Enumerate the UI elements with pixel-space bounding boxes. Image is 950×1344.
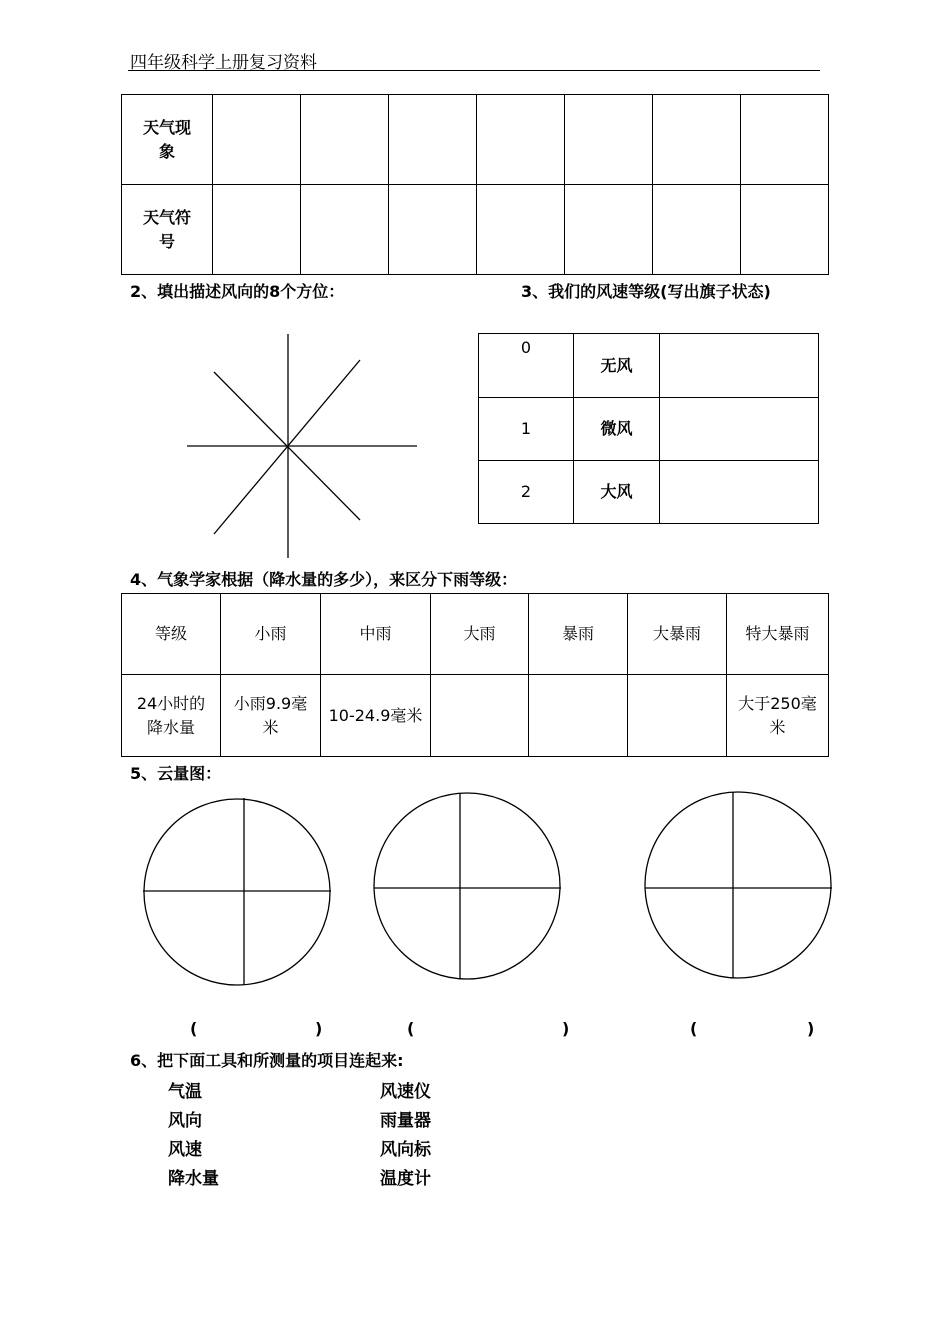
wind-level: 0 <box>479 334 574 398</box>
weather-cell[interactable] <box>565 95 653 185</box>
rainfall-value-row <box>122 675 829 757</box>
weather-table <box>121 94 829 275</box>
match-item-left[interactable]: 风速 <box>168 1140 202 1160</box>
match-item-right[interactable]: 雨量器 <box>380 1111 431 1131</box>
weather-row-label: 天气符号 <box>122 185 213 275</box>
weather-cell[interactable] <box>389 185 477 275</box>
wind-name: 微风 <box>574 398 660 461</box>
weather-cell[interactable] <box>389 95 477 185</box>
weather-row-phenomenon <box>122 95 829 185</box>
rain-header: 小雨 <box>221 594 321 675</box>
weather-cell[interactable] <box>653 185 741 275</box>
match-item-right[interactable]: 风向标 <box>380 1140 431 1160</box>
cloud-cover-circle-1 <box>140 795 335 990</box>
wind-flag-cell[interactable] <box>660 461 819 524</box>
wind-row <box>479 398 819 461</box>
weather-cell[interactable] <box>477 185 565 275</box>
question-4: 4、气象学家根据（降水量的多少），来区分下雨等级： <box>130 570 518 589</box>
rainfall-header-row <box>122 594 829 675</box>
weather-cell[interactable] <box>301 185 389 275</box>
rain-header: 大雨 <box>431 594 529 675</box>
rain-value-blank[interactable] <box>431 675 529 757</box>
wind-flag-cell[interactable] <box>660 334 819 398</box>
answer-paren-open: ( <box>190 1019 198 1038</box>
rain-header: 中雨 <box>321 594 431 675</box>
answer-paren-close: ) <box>315 1019 323 1038</box>
wind-name: 大风 <box>574 461 660 524</box>
question-3: 3、我们的风速等级(写出旗子状态) <box>521 282 771 301</box>
rain-value-blank[interactable] <box>628 675 727 757</box>
question-6: 6、把下面工具和所测量的项目连起来: <box>130 1051 404 1070</box>
cloud-cover-circle-2 <box>370 789 565 984</box>
weather-cell[interactable] <box>213 185 301 275</box>
weather-cell[interactable] <box>565 185 653 275</box>
match-item-right[interactable]: 风速仪 <box>380 1082 431 1102</box>
rainfall-table <box>121 593 829 757</box>
rain-header: 暴雨 <box>529 594 628 675</box>
page-header-title: 四年级科学上册复习资料 <box>130 53 317 73</box>
weather-cell[interactable] <box>741 95 829 185</box>
wind-flag-cell[interactable] <box>660 398 819 461</box>
compass-directions-diagram <box>180 330 425 562</box>
wind-speed-table <box>478 333 819 524</box>
rain-header: 特大暴雨 <box>727 594 829 675</box>
wind-level: 2 <box>479 461 574 524</box>
wind-row <box>479 461 819 524</box>
match-item-left[interactable]: 降水量 <box>168 1169 219 1189</box>
weather-cell[interactable] <box>741 185 829 275</box>
match-item-left[interactable]: 气温 <box>168 1082 202 1102</box>
answer-paren-close: ) <box>807 1019 815 1038</box>
wind-row <box>479 334 819 398</box>
weather-cell[interactable] <box>213 95 301 185</box>
match-item-left[interactable]: 风向 <box>168 1111 202 1131</box>
match-item-right[interactable]: 温度计 <box>380 1169 431 1189</box>
answer-paren-open: ( <box>407 1019 415 1038</box>
answer-paren-open: ( <box>690 1019 698 1038</box>
weather-cell[interactable] <box>477 95 565 185</box>
rain-value-blank[interactable] <box>529 675 628 757</box>
weather-cell[interactable] <box>301 95 389 185</box>
wind-level: 1 <box>479 398 574 461</box>
rain-value: 10-24.9毫米 <box>321 675 431 757</box>
rain-header: 大暴雨 <box>628 594 727 675</box>
rain-value: 大于250毫米 <box>727 675 829 757</box>
answer-paren-close: ) <box>562 1019 570 1038</box>
rain-header: 等级 <box>122 594 221 675</box>
cloud-cover-circle-3 <box>642 789 837 984</box>
wind-name: 无风 <box>574 334 660 398</box>
question-5: 5、云量图： <box>130 764 222 783</box>
rain-value: 小雨9.9毫米 <box>221 675 321 757</box>
weather-row-label: 天气现象 <box>122 95 213 185</box>
header-rule <box>128 70 820 71</box>
weather-cell[interactable] <box>653 95 741 185</box>
question-2: 2、填出描述风向的8个方位： <box>130 282 345 301</box>
weather-row-symbol <box>122 185 829 275</box>
rain-value-label: 24小时的降水量 <box>122 675 221 757</box>
